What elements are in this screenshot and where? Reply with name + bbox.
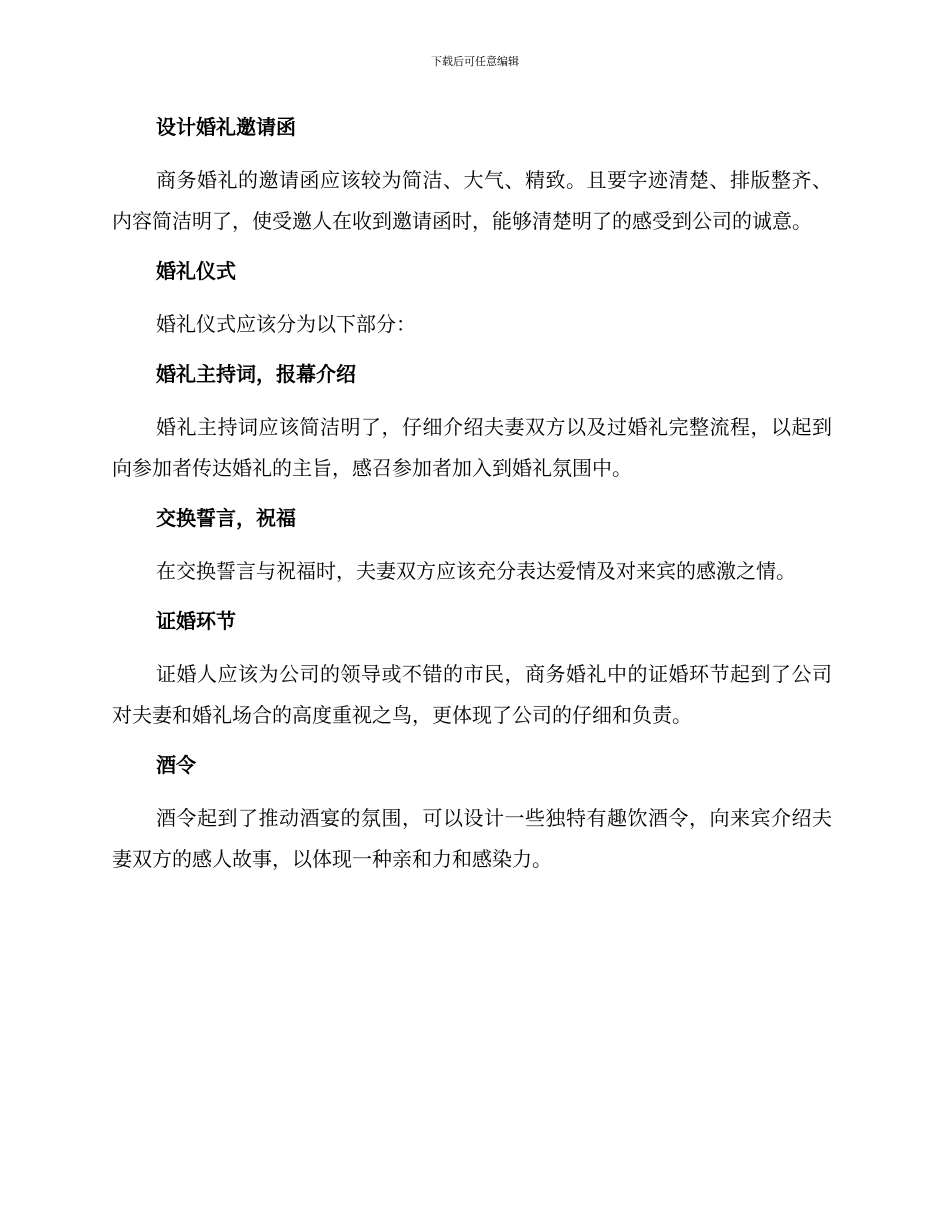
document-body xyxy=(112,110,832,892)
section-paragraph-ceremony: 婚礼仪式应该分为以下部分： xyxy=(156,312,416,336)
section-heading-ceremony: 婚礼仪式 xyxy=(156,259,236,283)
section-paragraph-vows: 在交换誓言与祝福时，夫妻双方应该充分表达爱情及对来宾的感激之情。 xyxy=(156,559,796,583)
section-heading-toast: 酒令 xyxy=(156,753,196,777)
section-heading-vows: 交换誓言，祝福 xyxy=(156,506,296,530)
section-paragraph-witness: 证婚人应该为公司的领导或不错的市民，商务婚礼中的证婚环节起到了公司对夫妻和婚礼场合的高度重视之鸟，更体现了公司的仔细和负责。 xyxy=(112,662,832,727)
section-heading-host-speech: 婚礼主持词，报幕介绍 xyxy=(156,362,356,386)
section-heading-witness: 证婚环节 xyxy=(156,609,236,633)
section-paragraph-host-speech: 婚礼主持词应该简洁明了，仔细介绍夫妻双方以及过婚礼完整流程，以起到向参加者传达婚礼的主旨，感召参加者加入到婚礼氛围中。 xyxy=(112,415,832,480)
page-header: 下载后可任意编辑 xyxy=(431,55,519,68)
section-heading-invitation: 设计婚礼邀请函 xyxy=(156,115,296,139)
section-paragraph-invitation: 商务婚礼的邀请函应该较为简洁、大气、精致。且要字迹清楚、排版整齐、内容简洁明了，使受邀人在收到邀请函时，能够清楚明了的感受到公司的诚意。 xyxy=(112,168,832,233)
section-paragraph-toast: 酒令起到了推动酒宴的氛围，可以设计一些独特有趣饮酒令，向来宾介绍夫妻双方的感人故事，以体现一种亲和力和感染力。 xyxy=(112,806,832,871)
